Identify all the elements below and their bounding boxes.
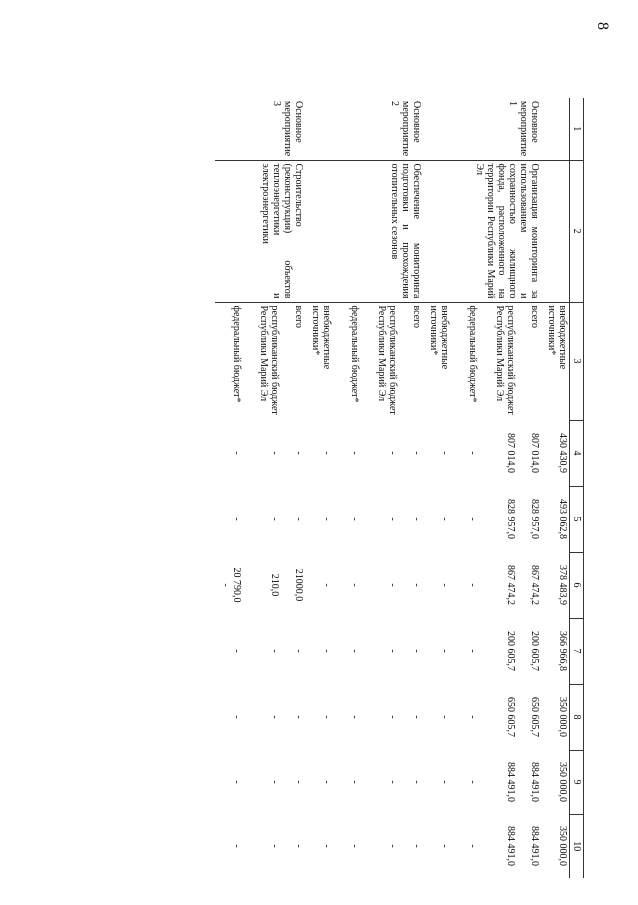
column-header-6: 6 (570, 552, 584, 618)
value-cell: - (467, 649, 478, 653)
source-cell: внебюджетные источники* (423, 302, 451, 420)
value-cell: 828 957,0 (529, 499, 540, 539)
value-cell: - (349, 649, 360, 653)
column-header-2: 2 (570, 160, 584, 302)
column-header-10: 10 (570, 814, 584, 878)
value-cell: - (321, 583, 332, 587)
value-cell: - (231, 844, 242, 848)
column-header-5: 5 (570, 486, 584, 552)
value-cell: - (321, 780, 332, 784)
value-cell: 828 957,0 (505, 499, 516, 539)
column-header-7: 7 (570, 618, 584, 684)
value-cell: - (321, 844, 332, 848)
value-cell: - (387, 715, 398, 719)
value-cell: 200 605,7 (529, 631, 540, 671)
column-header-1: 1 (570, 98, 584, 160)
value-cell: - (231, 517, 242, 521)
source-cell: федеральный бюджет* (215, 302, 243, 420)
value-cell: - (321, 649, 332, 653)
value-cell: - (387, 583, 398, 587)
value-cell: - (349, 583, 360, 587)
value-cell: 650 605,7 (529, 697, 540, 737)
value-cell: - (231, 780, 242, 784)
value-cell: 350 000,0 (557, 697, 568, 737)
value-cell: 430 430,9 (557, 433, 568, 473)
table-row (517, 98, 541, 878)
value-cell: - (467, 715, 478, 719)
value-cell: - (467, 780, 478, 784)
value-cell: - (293, 780, 304, 784)
value-cell: - (293, 649, 304, 653)
value-cell: - (269, 780, 280, 784)
source-cell: республиканский бюджет Республики Марий Эл (361, 302, 399, 420)
value-cell: - (387, 844, 398, 848)
value-cell: - (231, 649, 242, 653)
table-row (281, 98, 305, 878)
value-cell: - (439, 844, 450, 848)
value-cell: - (349, 517, 360, 521)
source-cell: республиканский бюджет Республики Марий Эл (243, 302, 281, 420)
value-cell: - (349, 844, 360, 848)
value-cell: - (411, 649, 422, 653)
measure-code: Основное мероприятие 1 (507, 101, 540, 157)
column-header-8: 8 (570, 684, 584, 750)
value-cell: - (321, 451, 332, 455)
value-cell: 493 062,8 (557, 499, 568, 539)
value-cell: - (387, 780, 398, 784)
value-cell: - (439, 649, 450, 653)
value-cell: - (439, 451, 450, 455)
measure-code: Основное мероприятие 3 (271, 101, 304, 157)
value-cell: - (411, 780, 422, 784)
source-cell: всего (281, 302, 305, 420)
value-cell: 884 491,0 (505, 762, 516, 802)
value-cell: 884 491,0 (529, 826, 540, 866)
source-cell: федеральный бюджет* (451, 302, 479, 420)
value-cell: 807 014,0 (529, 433, 540, 473)
value-cell: - (269, 715, 280, 719)
value-cell: - (269, 517, 280, 521)
column-number-header (570, 98, 584, 878)
value-cell: - (439, 715, 450, 719)
value-cell: - (411, 715, 422, 719)
value-cell: 867 474,2 (529, 565, 540, 605)
value-cell: - (349, 451, 360, 455)
value-cell: - (231, 451, 242, 455)
value-cell: 378 483,9 (557, 565, 568, 605)
value-cell: - (411, 517, 422, 521)
value-cell: 210,0 (269, 573, 280, 597)
value-cell: 350 000,0 (557, 826, 568, 866)
value-cell: - (467, 451, 478, 455)
value-cell: - (411, 451, 422, 455)
value-cell: - (411, 583, 422, 587)
column-header-3: 3 (570, 302, 584, 420)
source-cell: всего (517, 302, 541, 420)
value-cell: - (439, 517, 450, 521)
page-number: 8 (594, 22, 611, 30)
value-cell: - (269, 451, 280, 455)
value-cell: - (321, 517, 332, 521)
measure-code: Основное мероприятие 2 (389, 101, 422, 157)
value-cell: 884 491,0 (529, 762, 540, 802)
source-cell: внебюджетные источники* (305, 302, 333, 420)
value-cell: - (467, 517, 478, 521)
rotated-table-frame (124, 98, 584, 878)
value-cell: - (293, 451, 304, 455)
value-cell: - (439, 780, 450, 784)
value-cell: 200 605,7 (505, 631, 516, 671)
value-cell: 867 474,2 (505, 565, 516, 605)
value-cell: - (349, 780, 360, 784)
table-row (541, 98, 570, 878)
value-cell: - (387, 649, 398, 653)
value-cell: - (231, 715, 242, 719)
value-cell: - (411, 844, 422, 848)
value-cell: 807 014,0 (505, 433, 516, 473)
value-cell: - (293, 715, 304, 719)
measure-name: Строительство (реконструкция) объектов теплоэнергетики и электроэнергетики (215, 160, 305, 302)
value-cell: - (387, 517, 398, 521)
value-cell: 884 491,0 (505, 826, 516, 866)
column-header-4: 4 (570, 420, 584, 486)
measure-name: Организация мониторинга за использованием и сохранностью жилищного фонда, расположенного на территории Республики Марий Эл (423, 160, 541, 302)
source-cell: внебюджетные источники* (541, 302, 570, 420)
budget-table (215, 98, 584, 878)
value-cell: 20 790,0 - (220, 567, 242, 603)
value-cell: - (269, 844, 280, 848)
measure-name: Обеспечение мониторинга подготовки и прохождения отопительных сезонов (305, 160, 423, 302)
value-cell: - (387, 451, 398, 455)
value-cell: - (349, 715, 360, 719)
source-cell: федеральный бюджет* (333, 302, 361, 420)
value-cell: - (269, 649, 280, 653)
value-cell: - (293, 517, 304, 521)
value-cell: 650 605,7 (505, 697, 516, 737)
source-cell: всего (399, 302, 423, 420)
value-cell: - (467, 844, 478, 848)
value-cell: - (439, 583, 450, 587)
value-cell: - (467, 583, 478, 587)
value-cell: 350 000,0 (557, 762, 568, 802)
column-header-9: 9 (570, 750, 584, 814)
value-cell: - (293, 844, 304, 848)
source-cell: республиканский бюджет Республики Марий Эл (479, 302, 517, 420)
value-cell: - (321, 715, 332, 719)
table-row (399, 98, 423, 878)
value-cell: 21000,0 (293, 568, 304, 602)
value-cell: 366 966,8 (557, 631, 568, 671)
